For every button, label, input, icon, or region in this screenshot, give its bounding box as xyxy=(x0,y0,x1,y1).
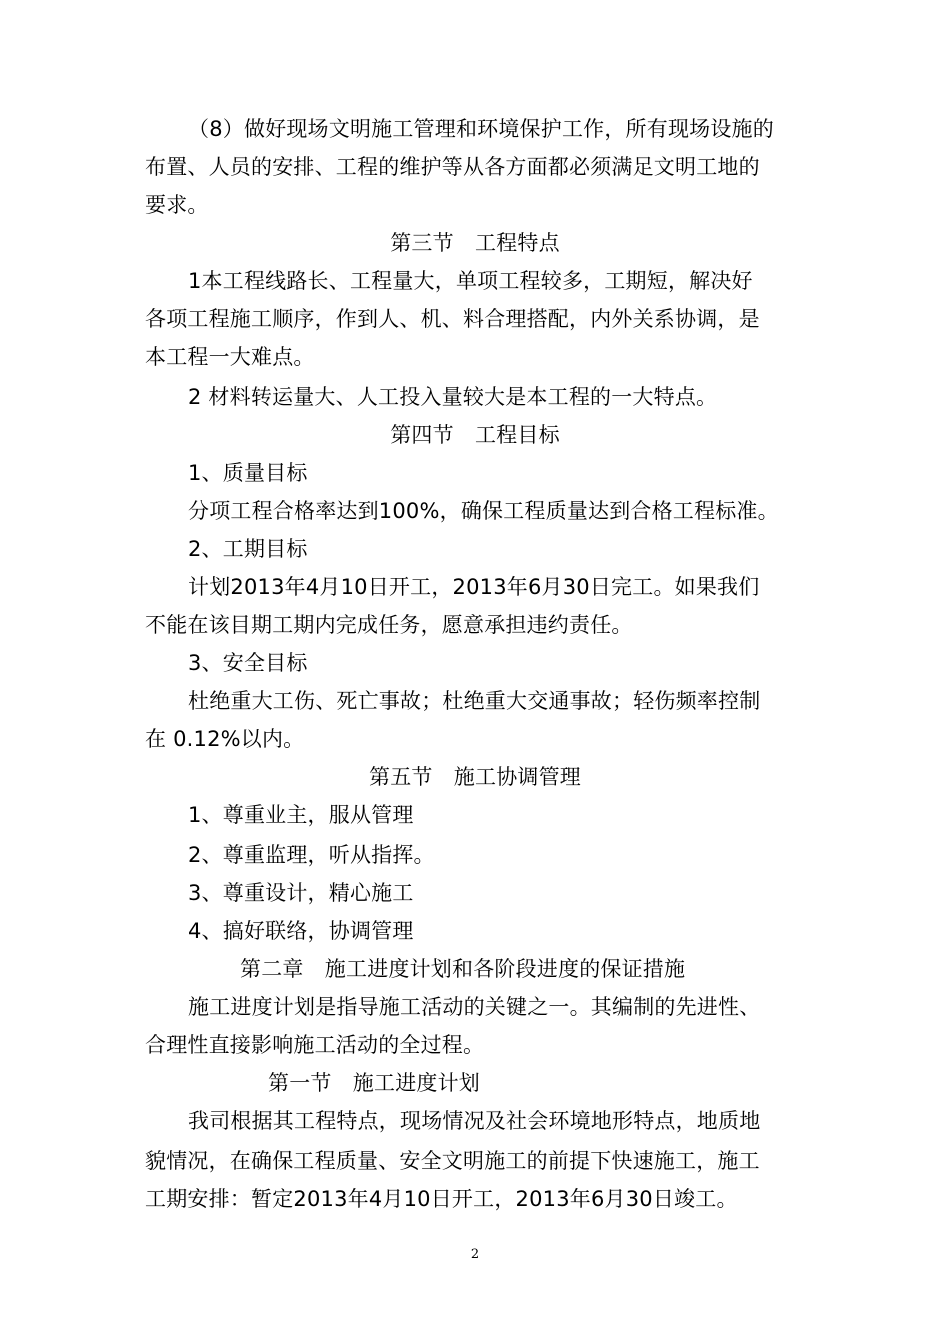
list-item: 1、质量目标 xyxy=(188,461,308,485)
paragraph-line: 要求。 xyxy=(145,193,209,217)
paragraph-line: 本工程一大难点。 xyxy=(145,345,315,369)
paragraph-line: 杜绝重大工伤、死亡事故；杜绝重大交通事故；轻伤频率控制 xyxy=(188,689,761,713)
section-heading: 第四节 工程目标 xyxy=(390,423,560,447)
list-item: 4、搞好联络，协调管理 xyxy=(188,919,414,943)
list-item: 2、尊重监理，听从指挥。 xyxy=(188,843,435,867)
paragraph-line: 不能在该目期工期内完成任务，愿意承担违约责任。 xyxy=(145,613,633,637)
chapter-heading: 第二章 施工进度计划和各阶段进度的保证措施 xyxy=(240,957,686,981)
paragraph-line: 在 0.12%以内。 xyxy=(145,727,305,751)
paragraph-line: 计划2013年4月10日开工，2013年6月30日完工。如果我们 xyxy=(188,575,760,599)
list-item: 3、尊重设计，精心施工 xyxy=(188,881,414,905)
paragraph-line: 工期安排：暂定2013年4月10日开工，2013年6月30日竣工。 xyxy=(145,1187,738,1211)
paragraph-line: 2 材料转运量大、人工投入量较大是本工程的一大特点。 xyxy=(188,385,718,409)
paragraph-line: 我司根据其工程特点，现场情况及社会环境地形特点，地质地 xyxy=(188,1109,761,1133)
list-item: 1、尊重业主，服从管理 xyxy=(188,803,414,827)
paragraph-line: 布置、人员的安排、工程的维护等从各方面都必须满足文明工地的 xyxy=(145,155,760,179)
list-item: 3、安全目标 xyxy=(188,651,308,675)
list-item: 2、工期目标 xyxy=(188,537,308,561)
section-heading: 第一节 施工进度计划 xyxy=(268,1071,480,1095)
paragraph-line: 分项工程合格率达到100%，确保工程质量达到合格工程标准。 xyxy=(188,499,779,523)
paragraph-line: 施工进度计划是指导施工活动的关键之一。其编制的先进性、 xyxy=(188,995,761,1019)
section-heading: 第五节 施工协调管理 xyxy=(369,765,581,789)
paragraph-line: （8）做好现场文明施工管理和环境保护工作，所有现场设施的 xyxy=(188,117,774,141)
section-heading: 第三节 工程特点 xyxy=(390,231,560,255)
page-number: 2 xyxy=(470,1247,480,1262)
paragraph-line: 各项工程施工顺序，作到人、机、料合理搭配，内外关系协调，是 xyxy=(145,307,760,331)
paragraph-line: 合理性直接影响施工活动的全过程。 xyxy=(145,1033,485,1057)
paragraph-line: 1本工程线路长、工程量大，单项工程较多，工期短，解决好 xyxy=(188,269,753,293)
paragraph-line: 貌情况，在确保工程质量、安全文明施工的前提下快速施工，施工 xyxy=(145,1149,760,1173)
